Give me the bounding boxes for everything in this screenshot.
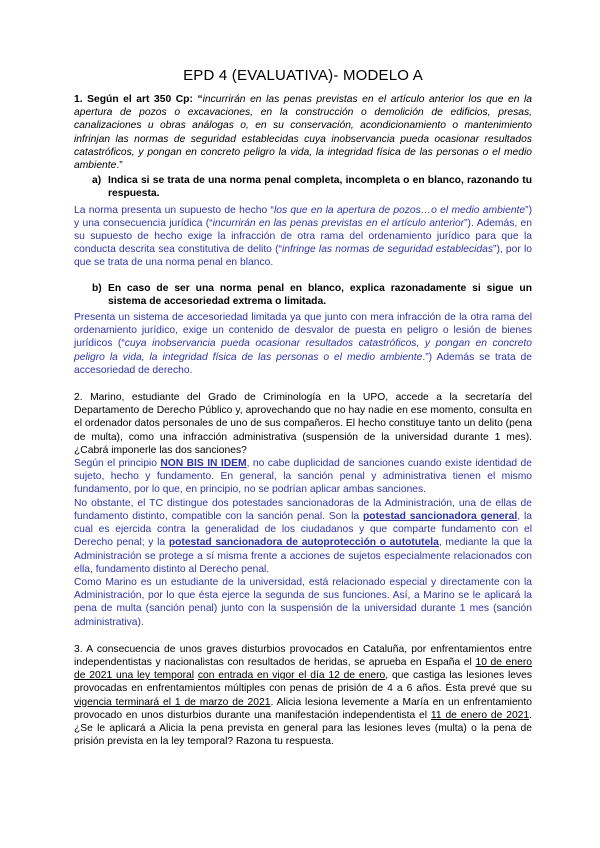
- document-title: EPD 4 (EVALUATIVA)- MODELO A: [183, 67, 423, 84]
- a2-part: , no cabe duplicidad de sanciones cuando existe identidad de sujeto, hecho y fundamento. En general, la sanción penal y administrativa tienen el mismo fundamento, por lo que, en principio, no se podrían aplicar ambas sanciones.: [74, 458, 533, 496]
- a1a-part: La norma presenta un supuesto de hecho “: [74, 204, 274, 216]
- a1b-part: Presenta un sistema de accesoriedad limitada ya que junto con mera infracción de la otra rama del ordenamiento jurídico, exige un contenido de desvalor de puesta en peligro o lesión de bienes jurídicos (“: [74, 312, 532, 350]
- q3-part: 3. A consecuencia de unos graves disturbios provocados en Cataluña, por enfrentamientos entre independentistas y nacionalistas con resultados de heridas, se aprueba en España el: [74, 643, 532, 668]
- answer-1a: [74, 204, 532, 270]
- question-1: [74, 93, 532, 172]
- answer-1b: [74, 311, 532, 377]
- a2-emph: potestad sancionadora general: [363, 510, 518, 522]
- a2-part: , mediante la que la Administración se protege a sí misma frente a acciones de sujetos especialmente relacionados con ella, fundamento distinto al Derecho penal.: [74, 537, 532, 575]
- question-3: [74, 643, 532, 749]
- a1a-part: ”). Además, en su supuesto de hecho exige la infracción de otra rama del ordenamiento jurídico para que la conducta descrita sea constitutiva de delito (“: [74, 217, 533, 256]
- q3-part: . ¿Se le aplicará a Alicia la pena prevista en general para las lesiones leves (multa) o la pena de prisión prevista en la ley temporal? Razona tu respuesta.: [74, 709, 532, 748]
- a1b-part: .”) Además se trata de accesoriedad de derecho.: [74, 351, 532, 376]
- question-1a: [74, 174, 532, 200]
- q3-underlined: con entrada en vigor el día 12 de enero: [197, 670, 386, 682]
- q3-underlined: vigencia terminará el 1 de marzo de 2021: [74, 696, 271, 708]
- a2-part: No obstante, el TC distingue dos potestades sancionadoras de la Administración, una de ellas de fundamento distinto, compatible con la sanción penal. Son la: [74, 497, 532, 522]
- q3-part: . Alicia lesiona levemente a María en un enfrentamiento provocado en unos disturbios durante una manifestación independentista el: [74, 696, 532, 721]
- a2-emph: potestad sancionadora de autoprotección o autotutela: [168, 537, 439, 549]
- answer-2-p2: [74, 497, 532, 576]
- q1-quote: incurrirán en las penas previstas en el artículo anterior los que en la apertura de pozos o excavaciones, en la construcción o demolición de edificios, presas, canalizaciones u obras análogas o, en su conservación, acondicionamiento o mantenimiento infrinjan las normas de seguridad establecidas cuya inobservancia pueda ocasionar resultados catastróficos, y pongan en concreto peligro la vida, la integridad física de las personas o el medio ambiente: [74, 94, 532, 172]
- a1a-part: ”) y una consecuencia jurídica (“: [74, 204, 532, 229]
- question-2: 2. Marino, estudiante del Grado de Criminología en la UPO, accede a la secretaría del Departamento de Derecho Público y, aprovechando que no hay nadie en ese momento, consulta en el ordenador datos personales de uno de sus compañeros. El hecho constituye tanto un delito (pena de multa), como una infracción administrativa (suspensión de la universidad durante 1 mes). ¿Cabrá imponerle las dos sanciones?: [74, 392, 532, 456]
- q1b-text: En caso de ser una norma penal en blanco, explica razonadamente si sigue un sistema de accesoriedad extrema o limitada.: [108, 282, 532, 307]
- q1a-label: a): [92, 175, 102, 187]
- q1-lead: 1. Según el art 350 Cp: “: [74, 94, 203, 105]
- q3-underlined: 11 de enero de 2021: [430, 709, 530, 721]
- q1-tail: .”: [116, 160, 123, 172]
- q3-underlined: 10 de enero de 2021 una ley temporal: [74, 656, 532, 682]
- answer-2-p1: [74, 457, 532, 497]
- q3-part: , que castiga las lesiones leves provocadas en enfrentamientos múltiples con penas de prisión de 4 a 6 años. Ésta prevé que su: [74, 670, 532, 695]
- question-1b: [74, 282, 532, 308]
- answer-2-p3: Como Marino es un estudiante de la universidad, está relacionado especial y directamente con la Administración, por lo que ésta ejerce la segunda de sus funciones. Así, a Marino se le aplicará la pena de multa (sanción penal) junto con la suspensión de la universidad durante 1 mes (sanción administrativa).: [74, 576, 532, 628]
- a2-emph: NON BIS IN IDEM: [160, 458, 247, 470]
- a1b-quote: cuya inobservancia pueda ocasionar resultados catastróficos, y pongan en concreto peligro la vida, la integridad física de las personas o el medio ambiente: [74, 338, 533, 363]
- a2-part: , la cual es ejercida contra la generalidad de los ciudadanos y que comparte fundamento con el Derecho penal; y la: [74, 510, 532, 549]
- a1a-quote: infringe las normas de seguridad establecidas: [281, 244, 494, 256]
- a2-part: Según el principio: [74, 458, 161, 470]
- q1b-label: b): [92, 282, 102, 294]
- a1a-quote: los que en la apertura de pozos…o el medio ambiente: [273, 204, 526, 216]
- a1a-part: ”), por lo que se trata de una norma penal en blanco.: [74, 244, 532, 269]
- q1a-text: Indica si se trata de una norma penal completa, incompleta o en blanco, razonando tu respuesta.: [108, 175, 532, 200]
- a1a-quote: incurrirán en las penas previstas en el artículo anterior: [212, 217, 465, 229]
